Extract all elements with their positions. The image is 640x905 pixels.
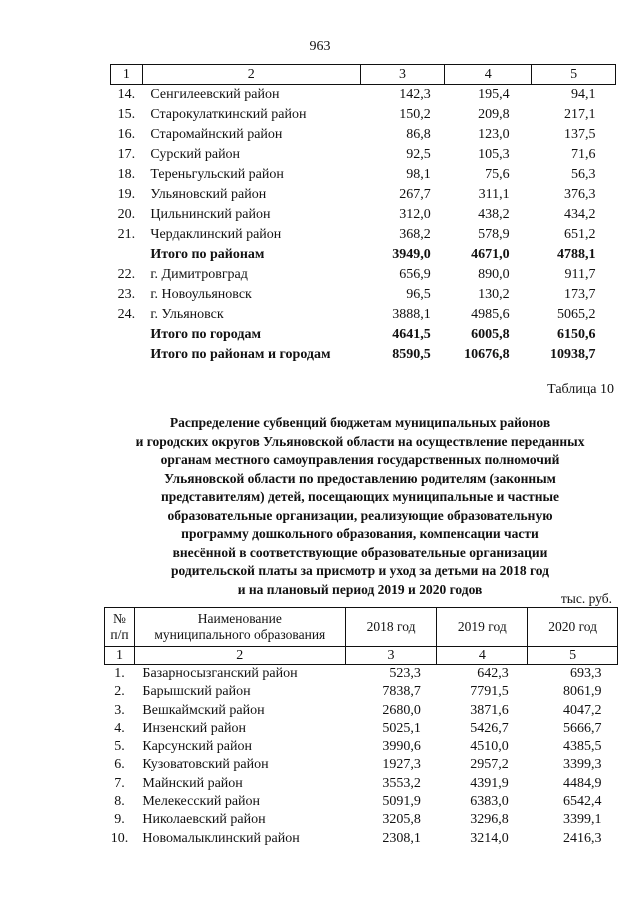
value-col3: 92,5 — [406, 147, 431, 162]
value-2019: 3871,6 — [470, 702, 509, 718]
municipality-name: Мелекесский район — [142, 794, 261, 810]
row-number: 22. — [117, 267, 136, 282]
row-number — [111, 245, 143, 265]
table-row — [111, 125, 616, 145]
municipality-name: Николаевский район — [142, 812, 266, 828]
header-year-2020: 2020 год — [528, 608, 618, 647]
column-number: 3 — [345, 647, 437, 665]
municipality-name: Базарносызганский район — [142, 666, 298, 681]
value-col4: 438,2 — [478, 207, 510, 222]
table-row — [105, 830, 618, 848]
value-col4: 130,2 — [478, 287, 510, 302]
value-col4: 123,0 — [478, 127, 510, 142]
value-col4: 4985,6 — [471, 307, 510, 322]
value-2020: 4047,2 — [563, 702, 602, 718]
value-col4: 10676,8 — [464, 347, 510, 362]
value-col5: 217,1 — [564, 107, 596, 122]
value-2018: 2308,1 — [382, 830, 421, 846]
value-col5: 10938,7 — [550, 347, 596, 362]
column-number-row — [111, 65, 616, 85]
municipality-name: г. Новоульяновск — [150, 287, 252, 302]
row-number: 4. — [114, 720, 125, 736]
header-year-2018: 2018 год — [345, 608, 437, 647]
value-col3: 142,3 — [399, 87, 431, 102]
units-label: тыс. руб. — [560, 591, 612, 606]
municipality-name: Сурский район — [150, 147, 241, 162]
value-col5: 94,1 — [571, 87, 596, 102]
table-row — [111, 165, 616, 185]
value-col5: 4788,1 — [557, 247, 596, 262]
value-col3: 3949,0 — [392, 247, 431, 262]
value-col4: 195,4 — [478, 87, 510, 102]
column-number: 1 — [111, 65, 143, 85]
value-col4: 6005,8 — [471, 327, 510, 342]
municipality-name: г. Димитровград — [150, 267, 248, 282]
table-title-line: и городских округов Ульяновской области на осуществление переданных — [135, 433, 585, 449]
value-col5: 71,6 — [571, 147, 596, 162]
table-row — [105, 811, 618, 829]
value-col3: 8590,5 — [392, 347, 431, 362]
header-name — [134, 608, 345, 647]
municipality-name: Старомайнский район — [150, 127, 283, 142]
page-number: 963 — [309, 39, 331, 54]
row-number: 20. — [117, 207, 136, 222]
table-title-line: внесённой в соответствующие образовательные организации — [172, 544, 548, 560]
value-2018: 7838,7 — [382, 684, 421, 700]
table-row — [111, 305, 616, 325]
column-number: 3 — [360, 65, 445, 85]
value-2020: 3399,1 — [563, 812, 602, 828]
municipality-name: Ульяновский район — [150, 187, 267, 202]
value-2018: 5091,9 — [382, 794, 421, 810]
table-row — [105, 756, 618, 774]
value-2018: 3990,6 — [382, 739, 421, 755]
total-row — [111, 325, 616, 345]
table-title-line: органам местного самоуправления государственных полномочий — [160, 452, 560, 467]
row-number: 7. — [114, 775, 125, 791]
header-row — [105, 608, 618, 647]
value-2020: 3399,3 — [563, 757, 602, 773]
table-title-line: Распределение субвенций бюджетам муниципальных районов — [169, 415, 551, 430]
municipality-name: Сенгилеевский район — [150, 87, 280, 102]
value-col4: 4671,0 — [471, 247, 510, 262]
table-row — [111, 285, 616, 305]
municipality-name: Инзенский район — [142, 720, 246, 736]
value-col5: 376,3 — [564, 187, 596, 202]
table-row — [105, 738, 618, 756]
municipality-name: Чердаклинский район — [150, 227, 282, 242]
row-number — [111, 345, 143, 365]
value-2019: 4391,9 — [470, 775, 509, 791]
municipality-name: Барышский район — [142, 684, 251, 700]
total-row — [111, 345, 616, 365]
row-number: 17. — [117, 147, 136, 162]
table-row — [111, 185, 616, 205]
table-row — [111, 105, 616, 125]
municipality-name: Итого по районам и городам — [150, 347, 331, 362]
value-2018: 2680,0 — [382, 702, 421, 718]
row-number — [111, 325, 143, 345]
table-title-line: родительской платы за присмотр и уход за детьми на 2018 год — [171, 563, 549, 578]
column-number: 4 — [437, 647, 528, 665]
table-row — [111, 205, 616, 225]
value-col4: 209,8 — [478, 107, 510, 122]
table-row — [105, 720, 618, 738]
value-col3: 368,2 — [399, 227, 431, 242]
value-2019: 6383,0 — [470, 794, 509, 810]
row-number: 15. — [117, 107, 136, 122]
value-col4: 311,1 — [478, 187, 510, 202]
row-number: 19. — [117, 187, 136, 202]
row-number: 2. — [114, 684, 125, 700]
value-2020: 8061,9 — [563, 684, 602, 700]
table-row — [105, 683, 618, 701]
value-col3: 4641,5 — [392, 327, 431, 342]
table-title-line: представителям) детей, посещающих муниципальные и частные — [160, 489, 560, 504]
value-2020: 2416,3 — [563, 830, 602, 846]
value-col5: 651,2 — [564, 227, 596, 242]
subsidy-table — [104, 607, 618, 848]
row-number: 9. — [114, 812, 125, 828]
value-2019: 4510,0 — [470, 739, 509, 755]
value-2018: 1927,3 — [382, 757, 421, 773]
row-number: 8. — [114, 794, 125, 810]
column-number: 5 — [532, 65, 616, 85]
value-col5: 173,7 — [564, 287, 596, 302]
table-title-line: программу дошкольного образования, компенсации части — [181, 526, 539, 541]
column-number-row — [105, 647, 618, 665]
value-col3: 150,2 — [399, 107, 431, 122]
column-number: 2 — [142, 65, 360, 85]
header-number — [105, 608, 135, 647]
value-2019: 3296,8 — [470, 812, 509, 828]
municipality-name: Тереньгульский район — [150, 167, 284, 182]
value-col5: 434,2 — [564, 207, 596, 222]
subsidy-table-continued — [110, 64, 616, 365]
municipality-name: Карсунский район — [142, 739, 253, 755]
table-title-line: образовательные организации, реализующие образовательную — [167, 507, 553, 523]
value-col4: 105,3 — [478, 147, 510, 162]
value-col5: 56,3 — [571, 167, 596, 182]
row-number: 21. — [117, 227, 136, 242]
municipality-name: Майнский район — [142, 775, 243, 791]
value-col3: 96,5 — [406, 287, 431, 302]
value-col4: 578,9 — [478, 227, 510, 242]
header-number-line: п/п — [110, 627, 129, 642]
value-col5: 137,5 — [564, 127, 596, 142]
value-2019: 3214,0 — [470, 830, 509, 846]
row-number: 18. — [117, 167, 136, 182]
value-2018: 3553,2 — [382, 775, 421, 791]
value-col5: 5065,2 — [557, 307, 596, 322]
column-number: 4 — [445, 65, 532, 85]
value-col3: 86,8 — [406, 127, 431, 142]
value-2020: 5666,7 — [563, 720, 602, 736]
municipality-name: Кузоватовский район — [142, 757, 269, 773]
value-2018: 5025,1 — [382, 720, 421, 736]
value-col3: 656,9 — [399, 267, 431, 282]
value-2020: 693,3 — [570, 666, 602, 681]
table-row — [111, 145, 616, 165]
header-year-2019: 2019 год — [437, 608, 528, 647]
header-name-line: Наименование — [197, 611, 282, 626]
table-caption: Таблица 10 — [547, 382, 614, 397]
value-2019: 642,3 — [477, 666, 509, 681]
value-2019: 2957,2 — [470, 757, 509, 773]
value-col5: 6150,6 — [557, 327, 596, 342]
value-2019: 7791,5 — [470, 684, 509, 700]
row-number: 16. — [117, 127, 136, 142]
value-col5: 911,7 — [564, 267, 596, 282]
row-number: 14. — [117, 87, 136, 102]
value-col3: 267,7 — [399, 187, 431, 202]
table-row — [111, 225, 616, 245]
table-row — [105, 775, 618, 793]
value-2018: 3205,8 — [382, 812, 421, 828]
row-number: 6. — [114, 757, 125, 773]
row-number: 23. — [117, 287, 136, 302]
table-row — [111, 265, 616, 285]
municipality-name: Итого по городам — [150, 327, 262, 342]
municipality-name: Цильнинский район — [150, 207, 271, 222]
value-col3: 312,0 — [399, 207, 431, 222]
row-number: 1. — [114, 666, 125, 681]
row-number: 5. — [114, 739, 125, 755]
municipality-name: Итого по районам — [150, 247, 265, 262]
row-number: 24. — [117, 307, 136, 322]
header-name-line: муниципального образования — [154, 627, 326, 642]
value-2018: 523,3 — [389, 666, 421, 681]
value-col3: 98,1 — [406, 167, 431, 182]
municipality-name: Старокулаткинский район — [150, 107, 307, 122]
column-number: 5 — [528, 647, 618, 665]
value-col4: 75,6 — [485, 167, 510, 182]
column-number: 2 — [134, 647, 345, 665]
municipality-name: Вешкаймский район — [142, 702, 265, 718]
table-row — [111, 85, 616, 106]
header-number-line: № — [113, 611, 126, 626]
table-title-line: и на плановый период 2019 и 2020 годов — [237, 581, 483, 597]
table-title-line: Ульяновской области по предоставлению родителям (законным — [164, 470, 556, 486]
row-number: 10. — [110, 830, 129, 846]
value-2019: 5426,7 — [470, 720, 509, 736]
value-2020: 4385,5 — [563, 739, 602, 755]
municipality-name: г. Ульяновск — [150, 307, 224, 322]
value-2020: 4484,9 — [563, 775, 602, 791]
value-2020: 6542,4 — [563, 794, 602, 810]
value-col3: 3888,1 — [392, 307, 431, 322]
value-col4: 890,0 — [478, 267, 510, 282]
table-row — [105, 702, 618, 720]
municipality-name: Новомалыклинский район — [142, 830, 300, 846]
table-row — [105, 665, 618, 684]
table-title — [100, 414, 620, 599]
table-row — [105, 793, 618, 811]
total-row — [111, 245, 616, 265]
column-number: 1 — [105, 647, 135, 665]
row-number: 3. — [114, 702, 125, 718]
